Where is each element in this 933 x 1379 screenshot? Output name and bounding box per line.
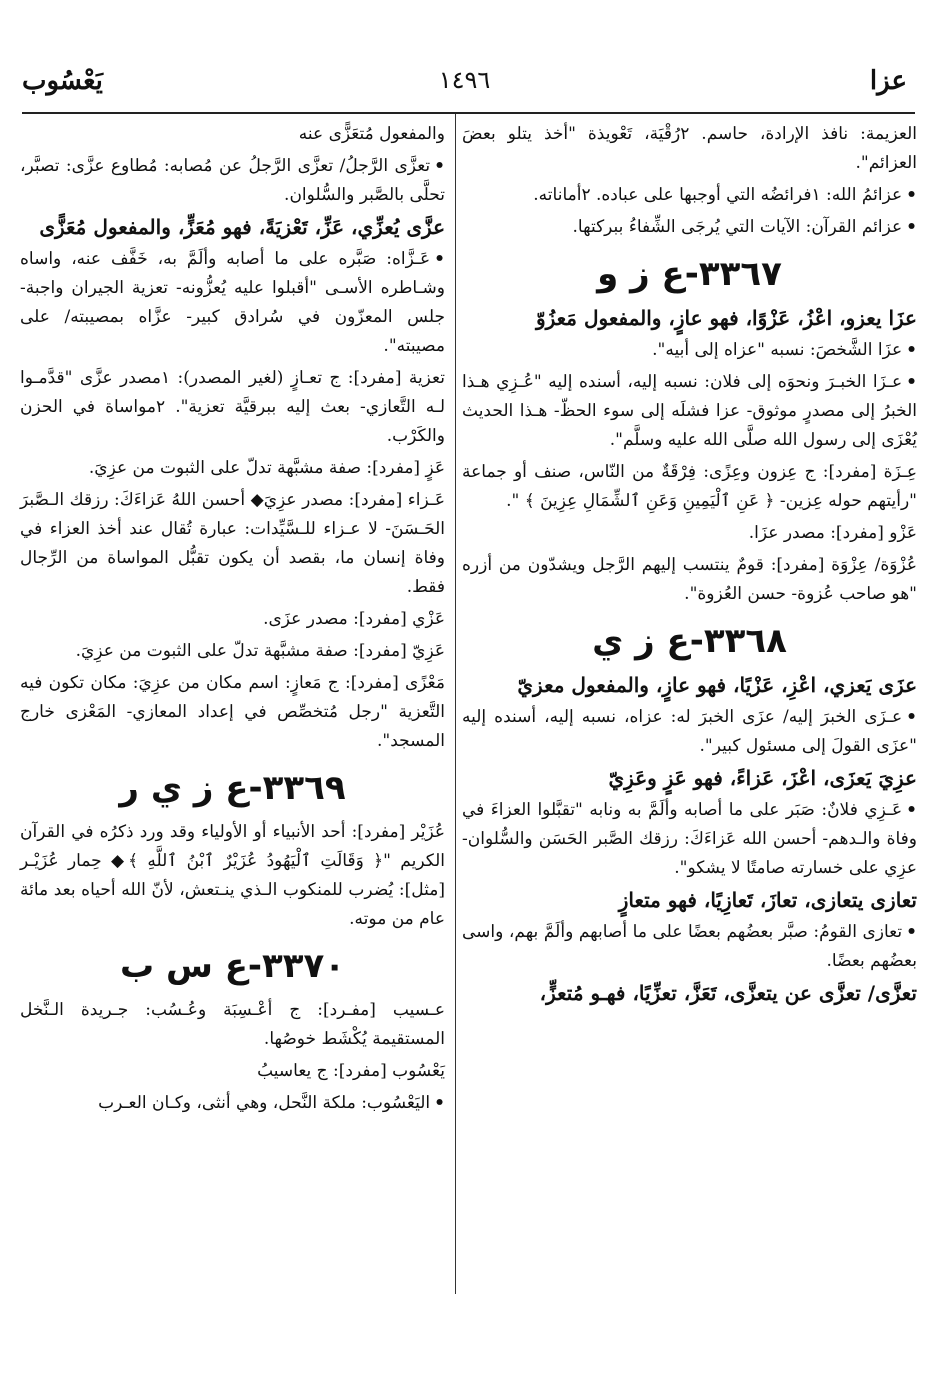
root-section-heading: ٣٣٦٧-ع ز و bbox=[597, 254, 782, 294]
verb-headword: عزَى يَعزي، اعْزِ، عَزْيًا، فهو عازٍ، والمفعول معزيّ bbox=[517, 673, 917, 697]
verb-headword: عزِيَ يَعزَى، اعْزَ، عَزاءً، فهو عَزٍ وعَزِيّ bbox=[608, 766, 917, 790]
root-section-heading: ٣٣٧٠-ع س ب bbox=[119, 946, 346, 986]
dictionary-entry: يَعْسُوب [مفرد]: ج يعاسيبُ bbox=[257, 1061, 445, 1081]
continuation-text: العزيمة: نافذ الإرادة، حاسم. ٢رُقْيَة، تَعْويذة "أخذ يتلو بعضَ العزائم". bbox=[462, 124, 917, 173]
root-section-heading: ٣٣٦٩-ع ز ي ر bbox=[119, 768, 346, 808]
sense-text: عَـزَّاه: صَبَّره على ما أصابه وألَمَّ به، خَفَّف عنه، واساه وشـاطره الأسـى "أقبلوا عليه يُعزُّونه- تعزية الجيران واجبة- جلس المعزّون في سُرادق كبير- عزَّاه بمصيبته/ على مصيبته". bbox=[20, 249, 445, 356]
dictionary-entry: عُزْوَة/ عِزْوَة [مفرد]: قومٌ ينتسب إليهم الرَّجل ويشدّون من أزره "هو صاحب عُزوة- حسن العُزوة". bbox=[462, 555, 917, 604]
header-last-word: يَعْسُوب bbox=[22, 66, 103, 96]
bullet-icon: • bbox=[434, 1093, 445, 1113]
dictionary-entry: عَزٍ [مفرد]: صفة مشبَّهة تدلّ على الثبوت من عزِيَ. bbox=[88, 458, 445, 478]
left-column bbox=[20, 120, 445, 1121]
dictionary-entry: عِـزَة [مفرد]: ج عِزون وعِزًى: فِرْقَةٌ من النّاس، صنف أو جماعة "رأيتهم حوله عِزين- ﴿ عَنِ ٱلْيَمِينِ وَعَنِ ٱلشِّمَالِ عِزِينَ ﴾ ". bbox=[462, 462, 917, 511]
sense-text: عَـزِي فلانٌ: صَبَر على ما أصابه وألَمَّ به ونابه "تقبَّلوا العزاءَ في وفاة والـدهم- أحسن الله عَزاءَكَ: رزقك الصَّبر الحَسَن والسُّلوان- عزِي على خسارته صامتًا لا يشكو". bbox=[462, 800, 917, 878]
sense-item bbox=[20, 1089, 445, 1118]
sense-text: عزائم القرآن: الآيات التي يُرجَى الشِّفاءُ ببركتها. bbox=[572, 217, 903, 237]
dictionary-entry: عَزِيّ [مفرد]: صفة مشبَّهة تدلّ على الثبوت من عزِيَ. bbox=[75, 641, 445, 661]
header-rule bbox=[22, 112, 915, 114]
bullet-icon: • bbox=[906, 372, 917, 392]
dictionary-entry: عَزْي [مفرد]: مصدر عزَى. bbox=[263, 609, 445, 629]
verb-headword: تعازى يتعازى، تعازَ، تَعازِيًا، فهو متعازٍ bbox=[618, 888, 917, 912]
header-first-word: عزا bbox=[869, 66, 907, 96]
bullet-icon: • bbox=[434, 249, 445, 269]
dictionary-entry: تعزية [مفرد]: ج تعـازٍ (لغير المصدر): ١مصدر عزَّى "قدَّمـوا لـه التَّعازي- بعث إليه ببرقيَّة تعزية". ٢مواساة في الحزن والكَرْب. bbox=[20, 368, 445, 446]
dictionary-entry: عُزَيْر [مفرد]: أحد الأنبياء أو الأولياء وقد ورد ذكرُه في القرآن الكريم "﴿ وَقَالَتِ ٱلْيَهُودُ عُزَيْرٌ ٱبْنُ ٱللَّهِ ﴾◆ حِمار عُزَيْـر [مثل]: يُضرب للمنكوب الـذي ينـتعش، لأنّ الله أحياه بعد مائة عام من موته. bbox=[20, 822, 445, 929]
sense-item bbox=[20, 152, 445, 210]
bullet-icon: • bbox=[906, 185, 917, 205]
sense-item bbox=[462, 918, 917, 976]
sense-item bbox=[462, 703, 917, 761]
sense-item bbox=[20, 245, 445, 361]
sense-text: عزائمُ الله: ١فرائضُه التي أوجبها على عباده. ٢أماناته. bbox=[533, 185, 903, 205]
sense-item bbox=[462, 368, 917, 455]
dictionary-entry: عَزْو [مفرد]: مصدر عزَا. bbox=[748, 523, 917, 543]
bullet-icon: • bbox=[906, 922, 917, 942]
verb-headword: تعزَّى/ تعزَّى عن يتعزَّى، تَعَزَّ، تعزِّيًا، فهـو مُتعزٍّ، bbox=[539, 981, 917, 1005]
bullet-icon: • bbox=[906, 340, 917, 360]
sense-item bbox=[462, 213, 917, 242]
verb-headword: عزَا يعزو، اعْزُ، عَزْوًا، فهو عازٍ، والمفعول مَعزُوّ bbox=[535, 306, 917, 330]
column-divider bbox=[455, 114, 456, 1294]
sense-item bbox=[462, 181, 917, 210]
dictionary-entry: مَعْزًى [مفرد]: ج مَعازٍ: اسم مكان من عزِيَ: مكان تكون فيه التَّعزية "رجل مُتخصِّص في إعداد المعازي- المَعْزى خارج المسجد". bbox=[20, 673, 445, 751]
sense-text: تعزَّى الرَّجلُ/ تعزَّى الرَّجلُ عن مُصابه: مُطاوع عزَّى: تصبَّر، تحلَّى بالصَّبر والسُّلوان. bbox=[20, 156, 445, 205]
sense-item bbox=[462, 796, 917, 883]
dictionary-entry: عَـزاء [مفرد]: مصدر عزِيَ◆ أحسن اللهُ عَزاءَكَ: رزقك الـصَّبرَ الحَـسَنَ- لا عـزاء للـسَّيِّدات: عبارة تُقال عند أخذ العزاء في وفاة إنسان ما، بقصد أن يكون تقبُّل المواساة من الرِّجال فقط. bbox=[20, 490, 445, 597]
sense-text: اليَعْسُوب: ملكة النَّحل، وهي أنثى، وكـان العـرب bbox=[98, 1093, 431, 1113]
page-header bbox=[22, 62, 907, 102]
verb-headword: عزَّى يُعزِّي، عَزِّ، تَعْزيَةً، فهو مُعَزٍّ، والمفعول مُعَزًّى bbox=[39, 215, 445, 239]
bullet-icon: • bbox=[434, 156, 445, 176]
continuation-text: والمفعول مُتعَزًّى عنه bbox=[298, 124, 445, 144]
sense-text: تعازى القومُ: صبَّر بعضُهم بعضًا على ما أصابهم وألَمَّ بهم، واسى بعضُهم بعضًا. bbox=[462, 922, 917, 971]
right-column bbox=[462, 120, 917, 1011]
bullet-icon: • bbox=[906, 707, 917, 727]
dictionary-entry: عـسيب [مفـرد]: ج أعْـسِبَة وعُـسُب: جـريدة الـنَّخل المستقيمة يُكْشَط خوصُها. bbox=[20, 1000, 445, 1049]
sense-text: عزَا الشَّخصَ: نسبه "عزاه إلى أبيه". bbox=[652, 340, 903, 360]
sense-text: عـزَا الخبـرَ ونحوَه إلى فلان: نسبه إليه، أسنده إليه "عُـزِي هـذا الخبرُ إلى مصدرٍ موثوق- عزا فشلَه إلى سوء الحظّ- هـذا الحديث يُعْزَى إلى رسول الله صلَّى الله عليه وسلَّم". bbox=[462, 372, 917, 450]
bullet-icon: • bbox=[906, 800, 917, 820]
sense-text: عـزَى الخبرَ إليه/ عزَى الخبرَ له: عزاه، نسبه إليه، أسنده إليه "عزَى القولَ إلى مسئول كبير". bbox=[462, 707, 917, 756]
sense-item bbox=[462, 336, 917, 365]
bullet-icon: • bbox=[906, 217, 917, 237]
page-number: ١٤٩٦ bbox=[438, 66, 491, 94]
root-section-heading: ٣٣٦٨-ع ز ي bbox=[592, 621, 787, 661]
